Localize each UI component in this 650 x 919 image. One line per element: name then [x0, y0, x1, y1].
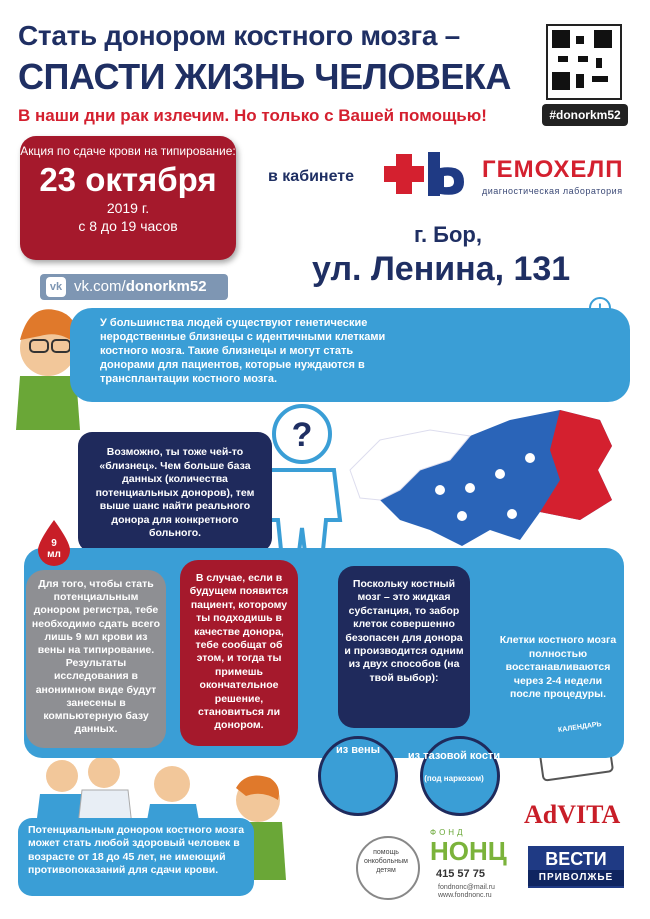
in-office-label: в кабинете	[268, 168, 354, 185]
fond-phone: 415 57 75	[436, 868, 485, 880]
lab-subtitle: диагностическая лаборатория	[482, 186, 623, 196]
step-register-text: Для того, чтобы стать потенциальным донором регистра, тебе необходимо сдать всего лишь 9 мл крови из вены на типирование. Результаты исследования в анонимном виде будут занесены в компьютерную базу данных.	[31, 578, 161, 736]
method-vein-label: из вены	[335, 744, 381, 756]
event-city: г. Бор,	[414, 222, 482, 247]
twins-info-text: У большинства людей существуют генетические неродственные близнецы с идентичными клетками костного мозга. Такие близнецы и могут стать донорами для пациентов, которые нуждаются в трансплантации костного мозга.	[100, 317, 386, 385]
fond-name: НОНЦ	[430, 836, 507, 866]
vesti-title: ВЕСТИ	[545, 849, 607, 869]
vk-icon: vk	[46, 277, 66, 297]
event-hours: с 8 до 19 часов	[78, 218, 178, 234]
who-can-text: Потенциальным донором костного мозга может стать любой здоровый человек в возрасте от 18 до 45 лет, не имеющий противопоказаний для сдачи крови.	[28, 824, 245, 877]
event-street: ул. Ленина, 131	[312, 250, 571, 288]
calendar-label: КАЛЕНДАРЬ	[557, 720, 603, 735]
blood-amount: 9 мл	[47, 538, 61, 560]
event-intro: Акция по сдаче крови на типирование:	[20, 144, 236, 158]
hashtag: #donorkm52	[542, 104, 628, 126]
method-bone-note: (под наркозом)	[424, 774, 484, 783]
step-match-text: В случае, если в будущем появится пациент, которому ты подходишь в качестве донора, тебе сообщат об этом, и тогда ты примешь окончательное решение, становиться ли донором.	[189, 572, 289, 732]
vk-link[interactable]	[40, 274, 228, 300]
vesti-subtitle: ПРИВОЛЖЬЕ	[528, 870, 624, 886]
advita-logo: AdVITA	[524, 800, 621, 829]
event-date: 23 октября	[39, 161, 217, 198]
fond-contacts: fondnonc@mail.ru www.fondnonc.ru	[438, 884, 495, 899]
recovery-text: Клетки костного мозга полностью восстанавливаются через 2-4 недели после процедуры.	[499, 634, 617, 701]
fond-circle-text: помощь онкобольным детям	[364, 849, 408, 874]
title-line-2: СПАСТИ ЖИЗНЬ ЧЕЛОВЕКА	[18, 56, 511, 97]
question-silhouette-icon	[264, 406, 340, 560]
step-method-text: Поскольку костный мозг – это жидкая субстанция, то забор клеток совершенно безопасен для донора и производится одним из двух способов (на твой выбор):	[344, 578, 464, 684]
hb-logo-icon	[382, 150, 466, 198]
vesti-logo	[528, 846, 624, 888]
qr-code-icon[interactable]	[546, 24, 622, 100]
fond-label: ФОНД	[430, 828, 466, 837]
lab-name: ГЕМОХЕЛП	[482, 156, 624, 183]
title-line-1: Стать донором костного мозга –	[18, 20, 460, 51]
event-year: 2019 г.	[106, 200, 150, 216]
svg-text:?: ?	[291, 416, 313, 454]
method-bone-label: из тазовой кости	[407, 750, 501, 762]
vk-link-text: vk.com/donorkm52	[74, 278, 207, 295]
event-date-box	[20, 136, 236, 260]
russia-map-icon	[350, 410, 612, 546]
maybe-twin-text: Возможно, ты тоже чей-то «близнец». Чем больше база данных (количества потенциальных доноров), тем выше шанс найти реального донора для конкретного больного.	[95, 446, 255, 539]
subtitle: В наши дни рак излечим. Но только с Вашей помощью!	[18, 106, 487, 125]
